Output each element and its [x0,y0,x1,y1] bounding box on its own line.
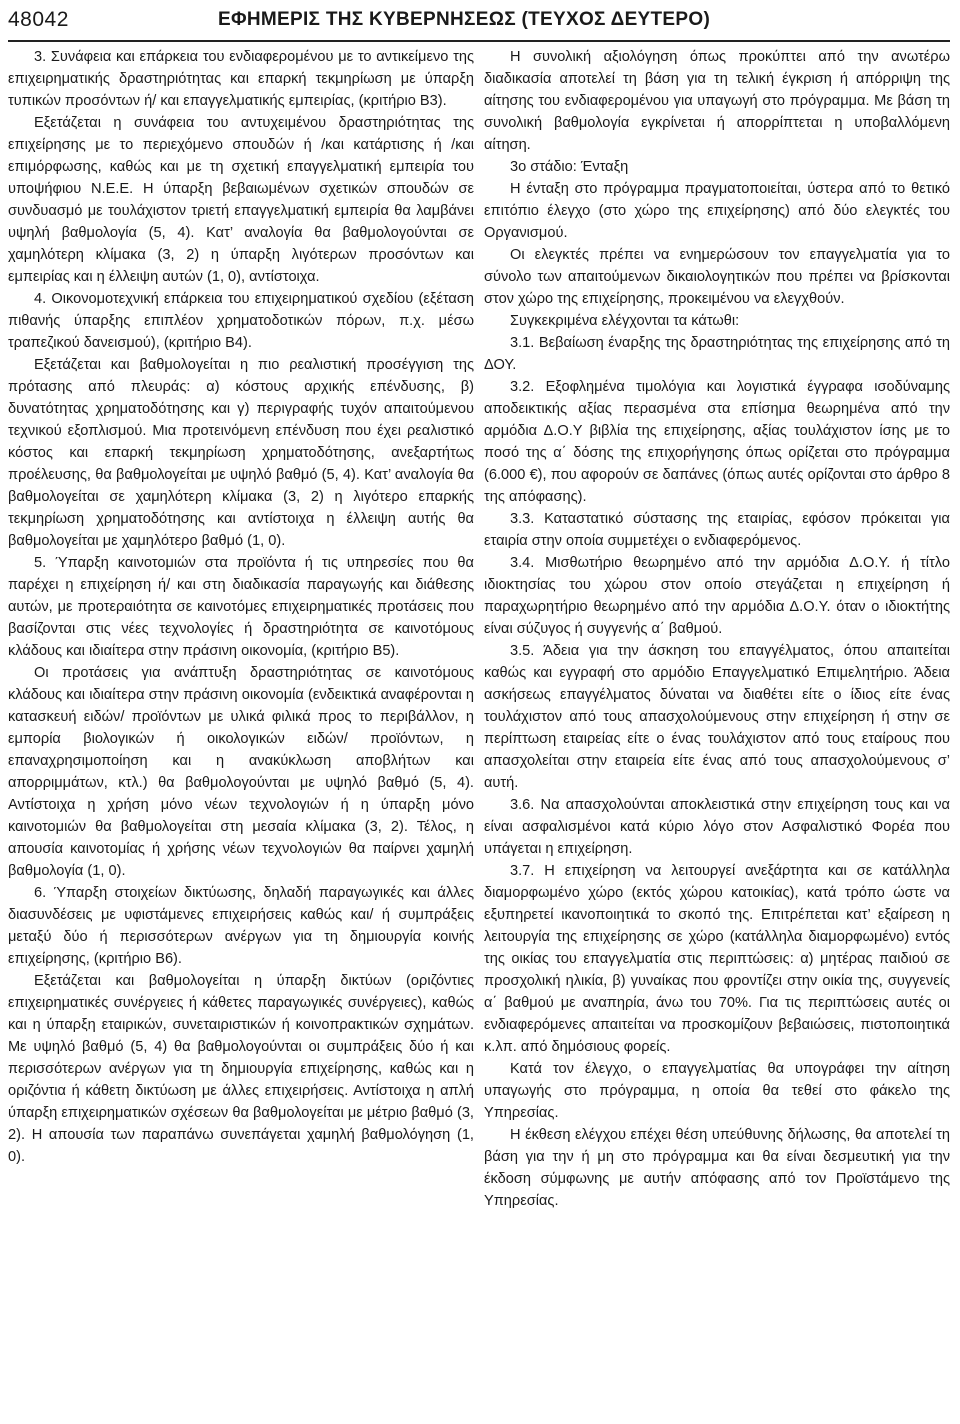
list-item: 3.4. Μισθωτήριο θεωρημένο από την αρμόδια Δ.Ο.Υ. ή τίτλο ιδιοκτησίας του χώρου στον οποίο στεγάζεται η επιχείρηση ή παραχωρητήριο θεωρημένο από την αρμόδια Δ.Ο.Υ. όταν ο ιδιοκτήτης είναι σύζυγος ή συγγενής α΄ βαθμού. [484,555,950,637]
paragraph: Η συνολική αξιολόγηση όπως προκύπτει από την ανωτέρω διαδικασία αποτελεί τη βάση για τη τελική έγκριση ή απόρριψη της αίτησης του ενδιαφερομένου για υπαγωγή στο πρόγραμμα. Με βάση τη συνολική βαθμολογία εγκρίνεται ή απορρίπτεται η υποβαλλόμενη αίτηση. [484,49,950,153]
paragraph: Εξετάζεται και βαθμολογείται η ύπαρξη δικτύων (οριζόντιες επιχειρηματικές συνέργειες ή κάθετες παραγωγικές συνέργειες), καθώς και η ύπαρξη εταιρικών, συνεταιριστικών ή κοινοπρακτικών σχημάτων. Με υψηλό βαθμό (5, 4) θα βαθμολογούνται οι συμπράξεις δύο ή και περισσότερων ανέργων για τη δημιουργία επιχείρησης, καθώς και η οριζόντια ή κάθετη δικτύωση με άλλες επιχειρήσεις. Αντίστοιχα η απλή ύπαρξη επιχειρηματικών σχέσεων θα βαθμολογείται με μέτριο βαθμό (3, 2). Η απουσία των παραπάνω συνεπάγεται χαμηλή βαθμολόγηση (1, 0). [8,973,474,1165]
paragraph: 4. Οικονομοτεχνική επάρκεια του επιχειρηματικού σχεδίου (εξέταση πιθανής ύπαρξης επιπλέον χρηματοδοτικών πόρων, π.χ. μέσω τραπεζικού δανεισμού), (κριτήριο Β4). [8,291,474,351]
paragraph: 3. Συνάφεια και επάρκεια του ενδιαφερομένου με το αντικείμενο της επιχειρηματικής δραστηριότητας και επαρκή τεκμηρίωση με ύπαρξη τυπικών προσόντων ή/ και επαγγελματικής εμπειρίας, (κριτήριο Β3). [8,49,474,109]
list-item: 3.5. Άδεια για την άσκηση του επαγγέλματος, όπου απαιτείται καθώς και εγγραφή στο αρμόδιο Επαγγελματικό Επιμελητήριο. Άδεια ασκήσεως επαγγέλματος δύναται να διαθέτει είτε ο ίδιος είτε ένας τουλάχιστον από τους απασχολούμενους στην επιχείρηση ή στην σε περίπτωση εταιρείας είτε ο ένας τουλάχιστον από τους εταίρους που απασχολείται στην εταιρεία είτε ένας από τους απασχολούμενους σ’ αυτή. [484,643,950,791]
list-item: 3.6. Να απασχολούνται αποκλειστικά στην επιχείρηση τους και να είναι ασφαλισμένοι κατά κύριο λόγο στον Ασφαλιστικό Φορέα που υπάγεται η επιχείρηση. [484,797,950,857]
paragraph: Οι προτάσεις για ανάπτυξη δραστηριότητας σε καινοτόμους κλάδους και ιδιαίτερα στην πράσινη οικονομία (ενδεικτικά αναφέρονται η κατασκευή ειδών/ προϊόντων με υλικά φιλικά προς το περιβάλλον, η εμπορία βιολογικών ή οικολογικών ειδών/ προϊόντων, η επαναχρησιμοποίηση και η ανακύκλωση αποβλήτων και απορριμμάτων, κτλ.) θα βαθμολογούνται με υψηλό βαθμό (5, 4). Αντίστοιχα η χρήση μόνο νέων τεχνολογιών ή η ύπαρξη μόνο καινοτομιών θα βαθμολογείται στη μεσαία κλίμακα (3, 2). Τέλος, η απουσία καινοτομίας ή χρήσης νέων τεχνολογιών θα παίρνει χαμηλή βαθμολογία (1, 0). [8,665,474,879]
text-columns [8,42,950,1212]
list-item: 3.2. Εξοφλημένα τιμολόγια και λογιστικά έγγραφα ισοδύναμης αποδεικτικής αξίας περασμένα στα επίσημα θεωρημένα από την αρμόδια Δ.Ο.Υ βιβλία της επιχείρησης, αξίας τουλάχιστον ίσης με το ποσό της α΄ δόσης της επιχορήγησης όπως ορίζεται στο πρόγραμμα (6.000 €), που αφορούν σε δαπάνες (όπως αυτές ορίζονται στο άρθρο 8 της απόφασης). [484,379,950,505]
list-item: 3.7. Η επιχείρηση να λειτουργεί ανεξάρτητα και σε κατάλληλα διαμορφωμένο χώρο (εκτός χώρου κατοικίας), κατά τρόπο ώστε να εξυπηρετεί ικανοποιητικά το σκοπό της. Επιτρέπεται κατ’ εξαίρεση η λειτουργία της επιχείρησης σε χώρο (κατάλληλα διαμορφωμένο) εντός της οικίας του επαγγελματία στις περιπτώσεις: α) μητέρας παιδιού σε προσχολική ηλικία, β) γυναίκας που φροντίζει στην οικία της, συγγενείς α΄ βαθμού με αναπηρία, άνω του 70%. Για τις περιπτώσεις αυτές οι ενδιαφερόμενες απαιτείται να προσκομίζουν βεβαιώσεις, πιστοποιητικά κ.λπ. από δημόσιους φορείς. [484,863,950,1055]
paragraph: Συγκεκριμένα ελέγχονται τα κάτωθι: [510,313,740,329]
left-column [8,46,474,1212]
list-item: 3.3. Καταστατικό σύστασης της εταιρίας, εφόσον πρόκειται για εταιρία στην οποία συμμετέχει ο ενδιαφερόμενος. [484,511,950,549]
page-header [8,0,950,42]
paragraph: Κατά τον έλεγχο, ο επαγγελματίας θα υπογράφει την αίτηση υπαγωγής στο πρόγραμμα, η οποία θα τεθεί στο φάκελο της Υπηρεσίας. [484,1061,950,1121]
paragraph: Η έκθεση ελέγχου επέχει θέση υπεύθυνης δήλωσης, θα αποτελεί τη βάση για την ή μη στο πρόγραμμα και θα είναι δεσμευτική για την έκδοση σύμφωνης με αυτήν απόφασης από τον Προϊστάμενο της Υπηρεσίας. [484,1127,950,1209]
paragraph: 6. Ύπαρξη στοιχείων δικτύωσης, δηλαδή παραγωγικές και άλλες διασυνδέσεις με υφιστάμενες επιχειρήσεις καθώς και/ ή συμπράξεις μεταξύ δύο ή περισσότερων ανέργων για τη δημιουργία κοινής επιχείρησης, (κριτήριο Β6). [8,885,474,967]
gazette-title: ΕΦΗΜΕΡΙΣ ΤΗΣ ΚΥΒΕΡΝΗΣΕΩΣ (ΤΕΥΧΟΣ ΔΕΥΤΕΡΟ) [218,9,711,30]
list-item: 3.1. Βεβαίωση έναρξης της δραστηριότητας της επιχείρησης από τη ΔΟΥ. [484,335,950,373]
section-heading: 3ο στάδιο: Ένταξη [510,159,629,175]
right-column [484,46,950,1212]
paragraph: Οι ελεγκτές πρέπει να ενημερώσουν τον επαγγελματία για το σύνολο των απαιτούμενων δικαιολογητικών που πρέπει να βρίσκονται στον χώρο της επιχείρησης, προκειμένου να ελεγχθούν. [484,247,950,307]
page-number: 48042 [8,8,69,31]
paragraph: Εξετάζεται η συνάφεια του αντυχειμένου δραστηριότητας της επιχείρησης με το περιεχόμενο σπουδών ή /και κατάρτισης ή /και επιμόρφωσης, καθώς και με τη σχετική επαγγελματική εμπειρία του υποψήφιου Ν.Ε.Ε. Η ύπαρξη βεβαιωμένων σχετικών σπουδών σε συνδυασμό με τουλάχιστον τριετή επαγγελματική εμπειρία θα λαμβάνει υψηλή βαθμολογία (5, 4). Κατ’ αναλογία θα βαθμολογούνται σε χαμηλότερη κλίμακα (3, 2) η ύπαρξη λιγότερων προσόντων και εμπειρίας και η έλλειψη αυτών (1, 0), αντίστοιχα. [8,115,474,285]
paragraph: Η ένταξη στο πρόγραμμα πραγματοποιείται, ύστερα από το θετικό επιτόπιο έλεγχο (στο χώρο της επιχείρησης) από δύο ελεγκτές του Οργανισμού. [484,181,950,241]
paragraph: Εξετάζεται και βαθμολογείται η πιο ρεαλιστική προσέγγιση της πρότασης από πλευράς: α) κόστους αρχικής επένδυσης, β) δυνατότητας χρηματοδότησης και γ) περιγραφής τυχόν απαιτούμενου τεχνικού εξοπλισμού. Μια προτεινόμενη επένδυση που έχει ρεαλιστικό κόστος και επαρκή τεκμηρίωση χρηματοδότησης, ανεξαρτήτως προέλευσης, θα βαθμολογείται με υψηλό βαθμό (5, 4). Κατ’ αναλογία θα βαθμολογείται σε χαμηλότερη κλίμακα (3, 2) η λιγότερο επαρκής τεκμηρίωση χρηματοδότησης και αντίστοιχα η έλλειψη αυτής θα βαθμολογείται με χαμηλότερο βαθμό (1, 0). [8,357,474,549]
paragraph: 5. Ύπαρξη καινοτομιών στα προϊόντα ή τις υπηρεσίες που θα παρέχει η επιχείρηση ή/ και στη διαδικασία παραγωγής και διάθεσης αυτών, με προτεραιότητα σε καινοτόμες επιχειρηματικές προτάσεις που βασίζονται στις νέες τεχνολογίες ή δραστηριότητα σε καινοτόμους κλάδους και ιδιαίτερα στην πράσινη οικονομία, (κριτήριο Β5). [8,555,474,659]
